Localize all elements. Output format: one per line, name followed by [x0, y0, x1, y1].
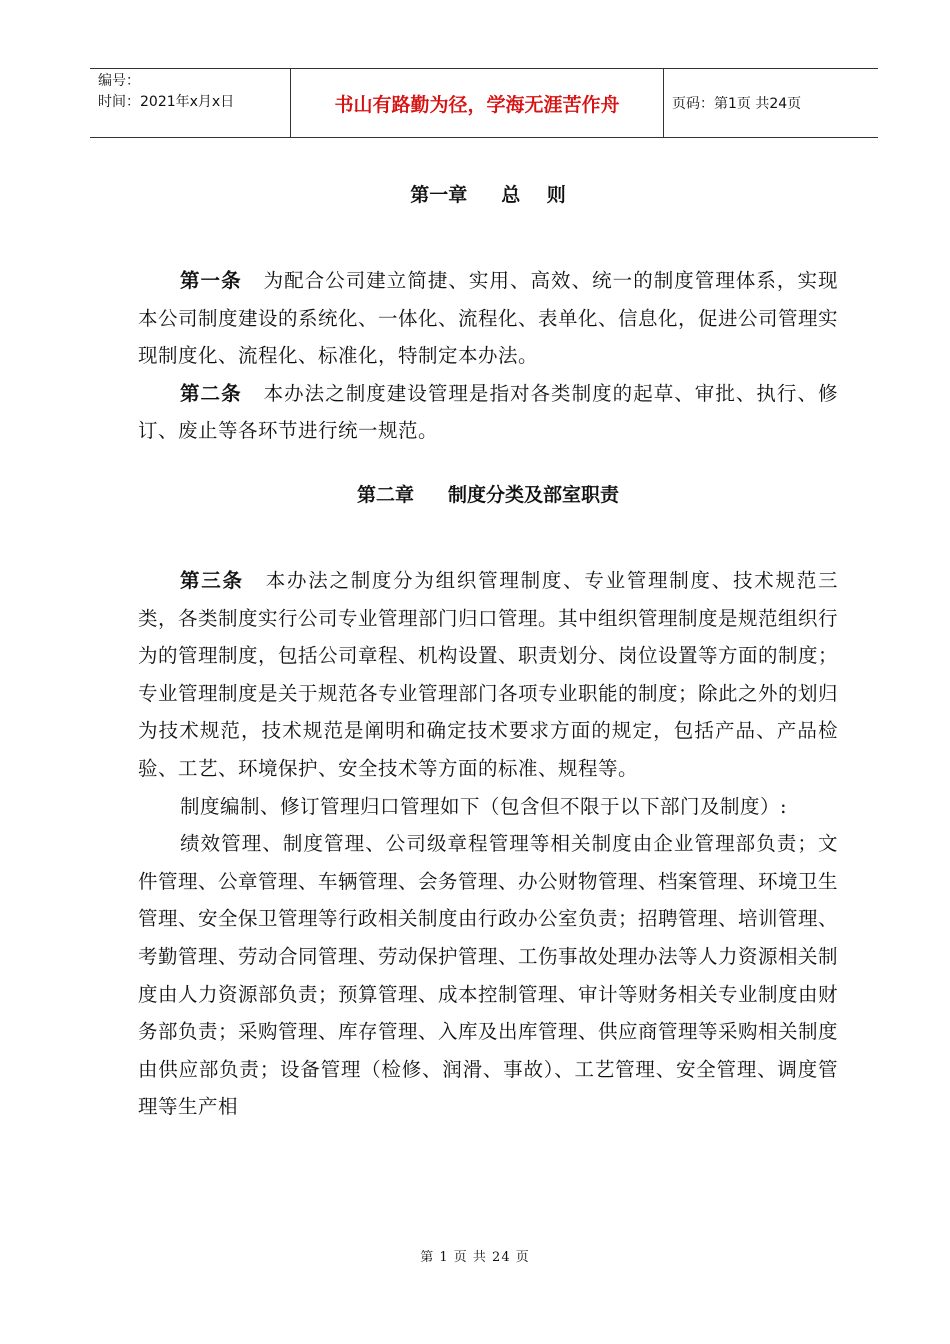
serial-number-label: 编号：: [98, 73, 140, 89]
article-label: 第二条: [180, 381, 242, 405]
paragraph: 制度编制、修订管理归口管理如下（包含但不限于以下部门及制度）:: [180, 794, 788, 818]
chapter-title: 总 则: [501, 184, 566, 206]
paragraph: 绩效管理、制度管理、公司级章程管理等相关制度由企业管理部负责；文件管理、公章管理、车辆管理、会务管理、办公财物管理、档案管理、环境卫生管理、安全保卫管理等行政相关制度由行政办公室负责；招聘管理、培训管理、考勤管理、劳动合同管理、劳动保护管理、工伤事故处理办法等人力资源相关制度由人力资源部负责；预算管理、成本控制管理、审计等财务相关专业制度由财务部负责；采购管理、库存管理、入库及出库管理、供应商管理等采购相关制度由供应部负责；设备管理（检修、润滑、事故）、工艺管理、安全管理、调度管理等生产相: [138, 832, 839, 1119]
header-page-number: 页码：第1页 共24页: [672, 96, 802, 112]
article-text: 本办法之制度分为组织管理制度、专业管理制度、技术规范三类，各类制度实行公司专业管理部门归口管理。其中组织管理制度是规范组织行为的管理制度，包括公司章程、机构设置、职责划分、岗位设置等方面的制度；专业管理制度是关于规范各专业管理部门各项专业职能的制度；除此之外的划归为技术规范，技术规范是阐明和确定技术要求方面的规定，包括产品、产品检验、工艺、环境保护、安全技术等方面的标准、规程等。: [138, 568, 839, 780]
date-label: 时间：2021年x月x日: [98, 94, 235, 110]
header-motto: 书山有路勤为径，学海无涯苦作舟: [290, 69, 664, 137]
article-1: [138, 262, 838, 375]
chapter-1-heading: [138, 180, 838, 207]
article-text: 本办法之制度建设管理是指对各类制度的起草、审批、执行、修订、废止等各环节进行统一规范。: [138, 381, 838, 443]
article-label: 第三条: [180, 568, 244, 592]
header-meta: [90, 69, 290, 137]
article-3: [138, 562, 838, 788]
chapter-number: 第二章: [356, 483, 414, 506]
article-label: 第一条: [180, 269, 242, 292]
chapter-title: 制度分类及部室职责: [448, 483, 620, 506]
chapter-number: 第一章: [410, 184, 468, 206]
page-header: [90, 68, 878, 138]
page-footer: 第 1 页 共 24 页: [420, 1250, 530, 1265]
chapter-2-heading: [138, 480, 838, 507]
article-2: [138, 375, 838, 450]
document-body: [138, 180, 838, 1126]
article-text: 为配合公司建立简捷、实用、高效、统一的制度管理体系，实现本公司制度建设的系统化、一体化、流程化、表单化、信息化，促进公司管理实现制度化、流程化、标准化，特制定本办法。: [138, 269, 839, 368]
